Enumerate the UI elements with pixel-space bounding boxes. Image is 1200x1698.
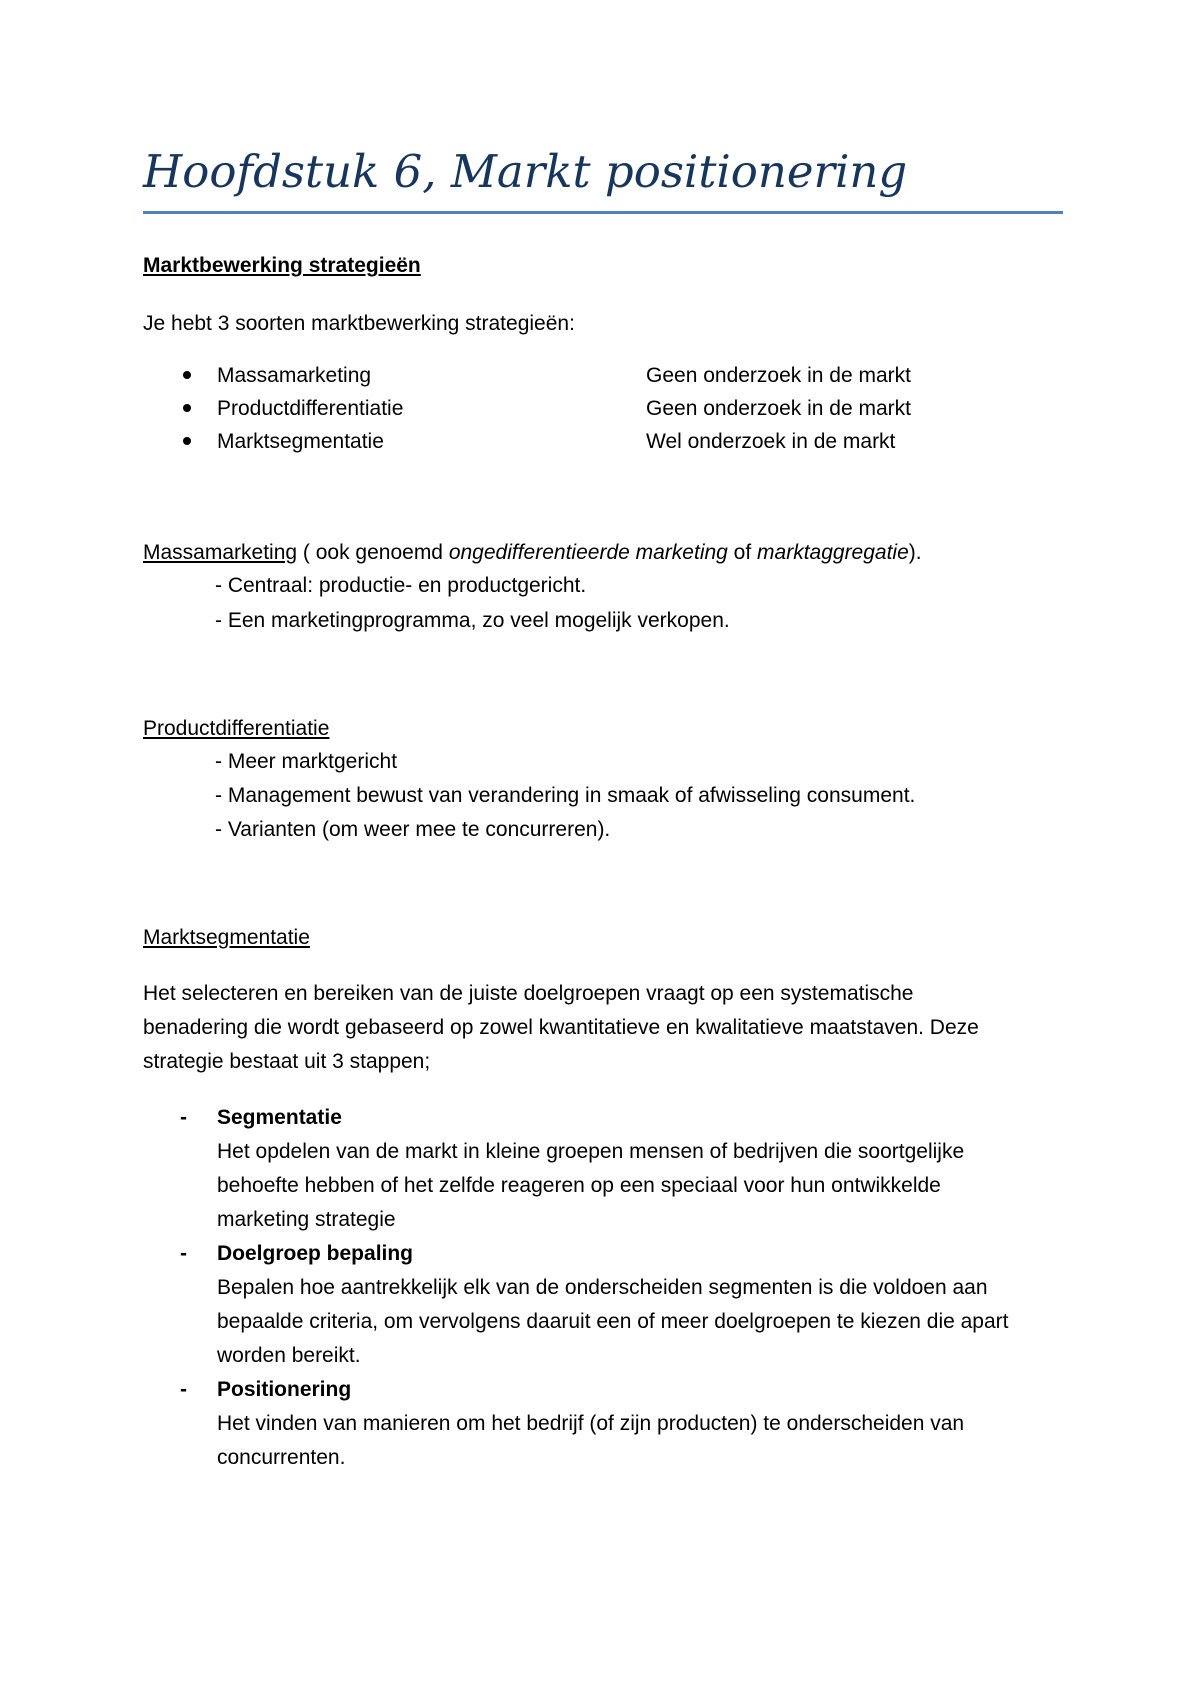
marktsegmentatie-heading: Marktsegmentatie [143,926,310,949]
section-heading-strategies: Marktbewerking strategieën [143,254,421,277]
productdifferentiatie-heading: Productdifferentiatie [143,717,330,740]
massamarketing-intro [143,540,922,566]
intro-text: of [727,541,758,564]
step-line: Het vinden van manieren om het bedrijf (of zijn producten) te onderscheiden van [217,1412,965,1435]
massamarketing-heading: Massamarketing [143,541,298,564]
strategy-item-note: Geen onderzoek in de markt [646,397,911,420]
step-line: concurrenten. [217,1446,346,1469]
bullet-icon [183,404,191,412]
step-line: Bepalen hoe aantrekkelijk elk van de onderscheiden segmenten is die voldoen aan [217,1276,988,1299]
step-line: Het opdelen van de markt in kleine groepen mensen of bedrijven die soortgelijke [217,1140,965,1163]
term-marktaggregatie: marktaggregatie [757,541,909,564]
intro-text: ( ook genoemd [297,541,449,564]
step-line: bepaalde criteria, om vervolgens daaruit een of meer doelgroepen te kiezen die apart [217,1310,1009,1333]
paragraph-line: benadering die wordt gebaseerd op zowel kwantitatieve en kwalitatieve maatstaven. Deze [143,1016,979,1039]
step-line: behoefte hebben of het zelfde reageren op een speciaal voor hun ontwikkelde [217,1174,941,1197]
massamarketing-point: - Centraal: productie- en productgericht. [215,574,587,597]
strategy-item-name: Marktsegmentatie [217,430,384,453]
strategy-item-name: Massamarketing [217,364,372,387]
productdifferentiatie-point: - Management bewust van verandering in smaak of afwisseling consument. [215,784,916,807]
massamarketing-point: - Een marketingprogramma, zo veel mogelijk verkopen. [215,609,730,632]
dash-icon: - [180,1378,187,1401]
intro-text: ). [908,541,922,564]
step-title: Segmentatie [217,1106,342,1129]
step-title: Positionering [217,1378,352,1401]
strategies-intro: Je hebt 3 soorten marktbewerking strategieën: [143,312,575,335]
strategy-item-note: Geen onderzoek in de markt [646,364,911,387]
page-title: Hoofdstuk 6, Markt positionering [143,145,908,198]
paragraph-line: Het selecteren en bereiken van de juiste doelgroepen vraagt op een systematische [143,982,914,1005]
paragraph-line: strategie bestaat uit 3 stappen; [143,1050,431,1073]
bullet-icon [183,437,191,445]
bullet-icon [183,371,191,379]
step-line: marketing strategie [217,1208,396,1231]
productdifferentiatie-point: - Varianten (om weer mee te concurreren). [215,818,611,841]
title-underline-rule [143,211,1063,214]
dash-icon: - [180,1242,187,1265]
term-ongedifferentieerde: ongedifferentieerde marketing [448,541,728,564]
dash-icon: - [180,1106,187,1129]
strategy-item-name: Productdifferentiatie [217,397,404,420]
strategy-item-note: Wel onderzoek in de markt [646,430,896,453]
step-title: Doelgroep bepaling [217,1242,414,1265]
productdifferentiatie-point: - Meer marktgericht [215,750,398,773]
step-line: worden bereikt. [217,1344,361,1367]
